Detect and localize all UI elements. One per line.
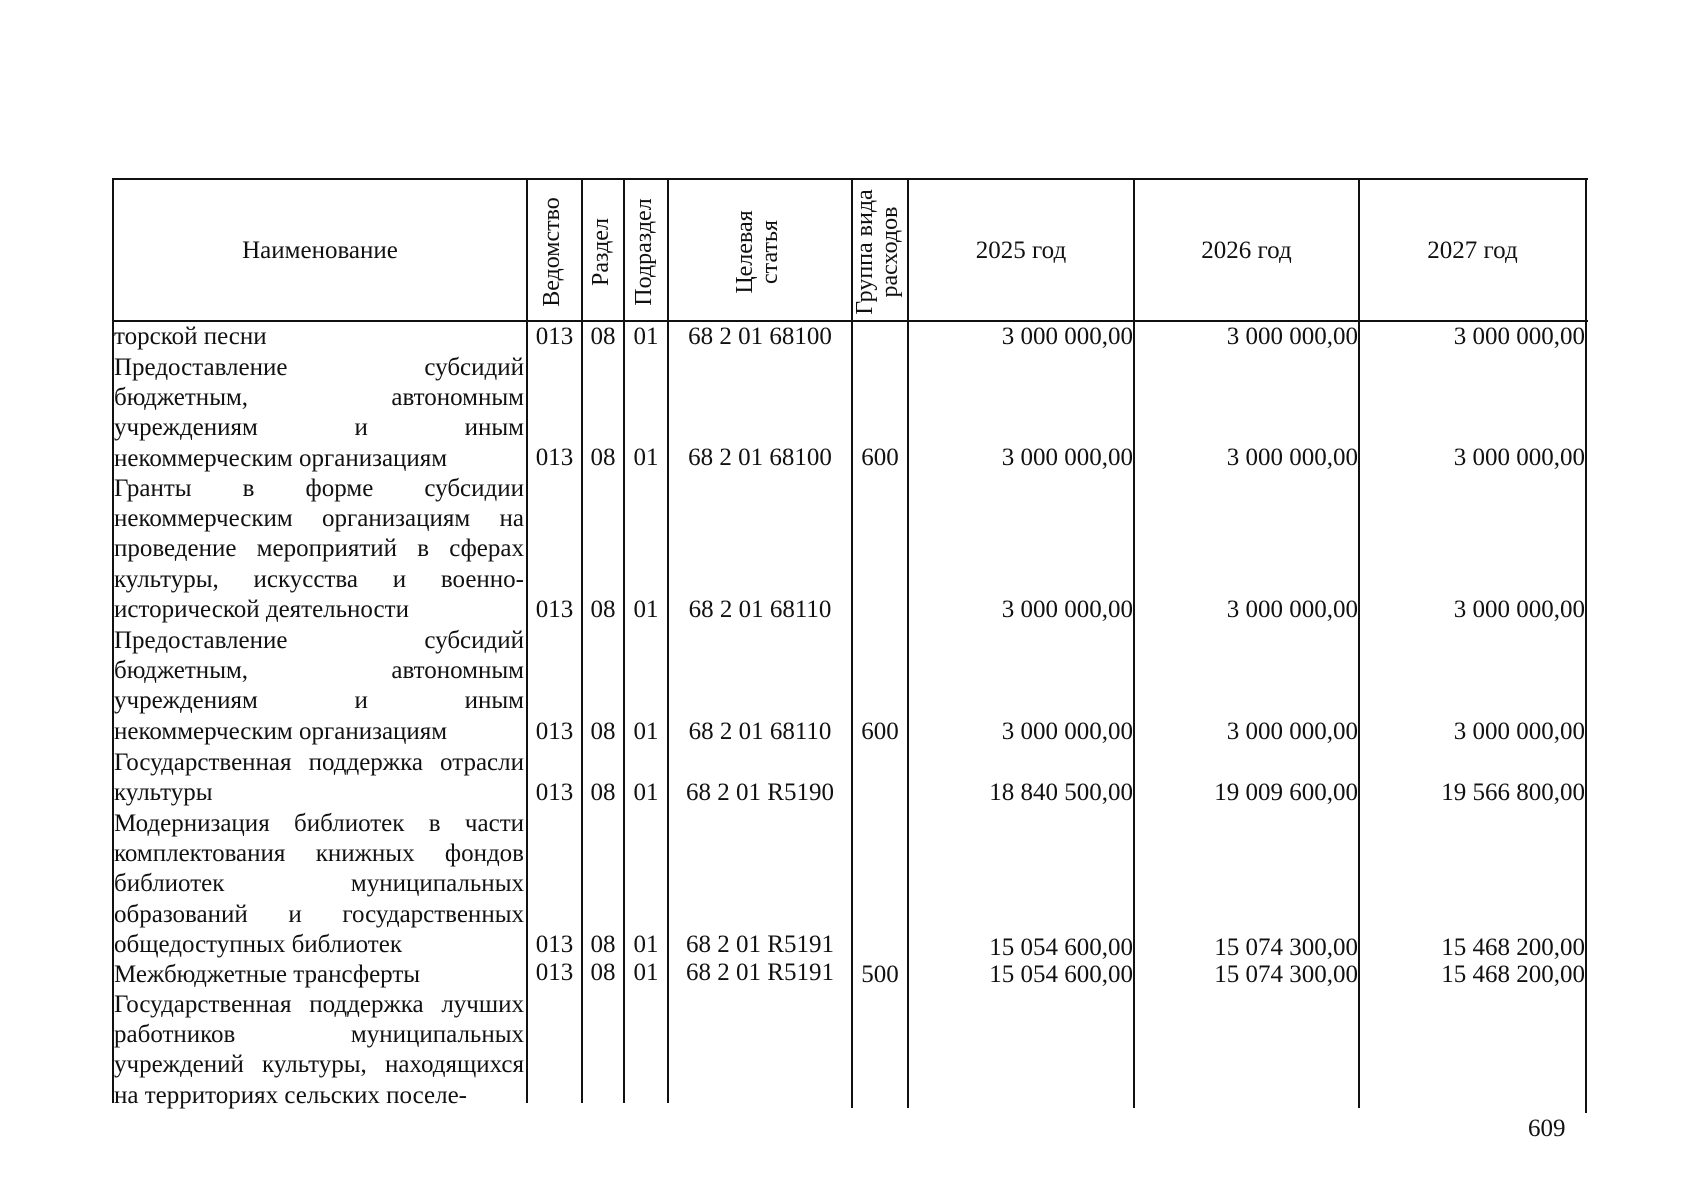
row-4-v2025: 18 840 500,00 <box>989 779 1133 806</box>
row-0-ved: 013 <box>535 323 574 350</box>
header-2026: 2026 год <box>1201 236 1292 264</box>
col-border-9 <box>1585 178 1587 1113</box>
row-0-v2025: 3 000 000,00 <box>1001 323 1133 350</box>
row-6-v2025: 15 054 600,00 <box>989 961 1133 988</box>
header-celevaya-line2: статья <box>757 220 783 284</box>
row-1-v2026: 3 000 000,00 <box>1226 444 1358 471</box>
header-gruppa-line1: Группа вида <box>852 189 878 315</box>
header-gruppa-line2: расходов <box>877 206 903 298</box>
row-5-ved: 013 <box>535 931 574 958</box>
row-2-name: Гранты в форме субсидии некоммерческим организациям на проведение мероприятий в сферах культуры, искусства и военно-исторической деятельности <box>114 475 524 623</box>
row-3-razd: 08 <box>590 718 616 745</box>
row-3-ved: 013 <box>535 718 574 745</box>
row-1-ved: 013 <box>535 444 574 471</box>
row-4-v2026: 19 009 600,00 <box>1214 779 1358 806</box>
row-2-ved: 013 <box>535 596 574 623</box>
row-3-cs: 68 2 01 68110 <box>688 718 832 745</box>
row-2-v2027: 3 000 000,00 <box>1453 596 1585 623</box>
row-0-v2026: 3 000 000,00 <box>1226 323 1358 350</box>
row-4-ved: 013 <box>535 779 574 806</box>
row-3-v2027: 3 000 000,00 <box>1453 718 1585 745</box>
header-name: Наименование <box>242 236 398 264</box>
row-3-vr: 600 <box>861 718 899 745</box>
row-5-podr: 01 <box>633 931 659 958</box>
row-6-vr: 500 <box>861 961 899 988</box>
row-3-podr: 01 <box>633 718 659 745</box>
row-4-cs: 68 2 01 R5190 <box>686 779 834 806</box>
row-6-podr: 01 <box>633 959 659 986</box>
row-6-v2027: 15 468 200,00 <box>1441 961 1585 988</box>
row-0-razd: 08 <box>590 323 616 350</box>
row-2-cs: 68 2 01 68110 <box>688 596 832 623</box>
row-1-vr: 600 <box>861 444 899 471</box>
row-5-v2027: 15 468 200,00 <box>1441 934 1585 961</box>
row-0-cs: 68 2 01 68100 <box>688 323 832 350</box>
row-5-razd: 08 <box>590 931 616 958</box>
row-5-v2025: 15 054 600,00 <box>989 934 1133 961</box>
row-4-podr: 01 <box>633 779 659 806</box>
row-2-v2026: 3 000 000,00 <box>1226 596 1358 623</box>
row-1-cs: 68 2 01 68100 <box>688 444 832 471</box>
row-5-name: Модернизация библиотек в части комплектования книжных фондов библиотек муниципальных образований и государственных общедоступных библиотек <box>114 810 524 958</box>
header-2025: 2025 год <box>975 236 1067 264</box>
row-7-name: Государственная поддержка лучших работников муниципальных учреждений культуры, находящихся на территориях сельских поселе- <box>114 991 524 1109</box>
row-0-v2027: 3 000 000,00 <box>1453 323 1585 350</box>
row-1-name: Предоставление субсидий бюджетным, автономным учреждениям и иным некоммерческим организациям <box>114 354 524 472</box>
header-celevaya <box>733 182 785 322</box>
row-3-v2025: 3 000 000,00 <box>1001 718 1133 745</box>
row-0-podr: 01 <box>633 323 659 350</box>
row-2-podr: 01 <box>633 596 659 623</box>
row-1-v2025: 3 000 000,00 <box>1001 444 1133 471</box>
row-0-name: торской песни <box>114 323 267 350</box>
page-number: 609 <box>1528 1115 1566 1142</box>
row-4-name: Государственная поддержка отрасли культуры <box>114 749 524 807</box>
row-6-v2026: 15 074 300,00 <box>1214 961 1358 988</box>
header-2027: 2027 год <box>1427 236 1518 264</box>
row-3-name: Предоставление субсидий бюджетным, автономным учреждениям и иным некоммерческим организациям <box>114 627 524 745</box>
row-2-razd: 08 <box>590 596 616 623</box>
row-5-v2026: 15 074 300,00 <box>1214 934 1358 961</box>
row-4-v2027: 19 566 800,00 <box>1441 779 1585 806</box>
header-razdel: Раздел <box>588 218 614 286</box>
row-3-v2026: 3 000 000,00 <box>1226 718 1358 745</box>
row-6-cs: 68 2 01 R5191 <box>686 959 834 986</box>
header-gruppa <box>853 182 905 322</box>
row-4-razd: 08 <box>590 779 616 806</box>
row-2-v2025: 3 000 000,00 <box>1001 596 1133 623</box>
header-podrazdel: Подраздел <box>631 198 657 306</box>
row-1-v2027: 3 000 000,00 <box>1453 444 1585 471</box>
row-1-razd: 08 <box>590 444 616 471</box>
row-6-ved: 013 <box>535 959 574 986</box>
header-celevaya-line1: Целевая <box>732 210 758 294</box>
row-6-razd: 08 <box>590 959 616 986</box>
row-5-cs: 68 2 01 R5191 <box>686 931 834 958</box>
row-1-podr: 01 <box>633 444 659 471</box>
row-6-name: Межбюджетные трансферты <box>114 961 421 988</box>
header-vedomstvo: Ведомство <box>539 197 565 307</box>
